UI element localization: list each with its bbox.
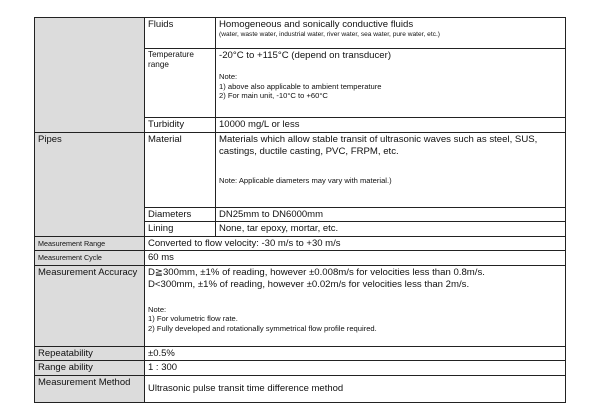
fluids-value-cell xyxy=(216,18,566,49)
measurement-range-label-cell xyxy=(35,236,145,251)
pipes-group-label: Pipes xyxy=(38,133,62,145)
table-row-range-ability xyxy=(35,361,566,376)
accuracy-line-1: D≧300mm, ±1% of reading, however ±0.008m/s for velocities less than 0.8m/s. xyxy=(148,266,485,278)
measurement-range-value: Converted to flow velocity: -30 m/s to +30 m/s xyxy=(145,236,566,251)
table-row-measurement-cycle xyxy=(35,251,566,266)
accuracy-label: Measurement Accuracy xyxy=(38,266,138,278)
pipes-group-cell xyxy=(35,132,145,236)
turbidity-label: Turbidity xyxy=(145,118,216,133)
fluids-label: Fluids xyxy=(145,18,216,49)
measurement-range-label: Measurement Range xyxy=(38,238,106,248)
temperature-label: Temperature range xyxy=(148,50,194,69)
temperature-value: -20°C to +115°C (depend on transducer) xyxy=(219,50,392,61)
table-row-fluids xyxy=(35,18,566,49)
accuracy-note-1: 1) For volumetric flow rate. xyxy=(148,314,238,324)
temperature-label-cell xyxy=(145,49,216,118)
table-row-repeatability xyxy=(35,346,566,361)
range-ability-value: 1 : 300 xyxy=(145,361,566,376)
table-row-measurement-range xyxy=(35,236,566,251)
table-row-measurement-accuracy xyxy=(35,265,566,346)
measurement-cycle-label-cell xyxy=(35,251,145,266)
material-value-cell xyxy=(216,132,566,207)
accuracy-value-cell xyxy=(145,265,566,346)
lining-value: None, tar epoxy, mortar, etc. xyxy=(216,222,566,237)
temperature-note-heading: Note: xyxy=(219,72,238,81)
specification-table xyxy=(34,17,566,403)
temperature-note-1: 1) above also applicable to ambient temperature xyxy=(219,81,382,91)
material-label: Material xyxy=(145,132,216,207)
measurement-cycle-label: Measurement Cycle xyxy=(38,253,102,262)
diameters-label: Diameters xyxy=(145,207,216,222)
fluids-examples: (water, waste water, industrial water, river water, sea water, pure water, etc.) xyxy=(219,31,440,38)
group-cell-fluid xyxy=(35,18,145,133)
material-note: Note: Applicable diameters may vary with material.) xyxy=(219,175,392,185)
measurement-cycle-value: 60 ms xyxy=(145,251,566,266)
fluids-value: Homogeneous and sonically conductive fluids xyxy=(219,19,414,30)
repeatability-value: ±0.5% xyxy=(145,346,566,361)
accuracy-note-heading: Note: xyxy=(148,304,167,314)
repeatability-label: Repeatability xyxy=(35,346,145,361)
table-row-pipes-material xyxy=(35,132,566,207)
accuracy-line-2: D<300mm, ±1% of reading, however ±0.02m/s for velocities less than 2m/s. xyxy=(148,278,470,290)
table-row-measurement-method xyxy=(35,375,566,402)
material-value: Materials which allow stable transit of ultrasonic waves such as steel, SUS, castings, ductile casting, PVC, FRPM, etc. xyxy=(219,133,538,157)
method-value: Ultrasonic pulse transit time difference method xyxy=(145,375,566,402)
lining-label: Lining xyxy=(145,222,216,237)
temperature-value-cell xyxy=(216,49,566,118)
accuracy-label-cell xyxy=(35,265,145,346)
range-ability-label: Range ability xyxy=(35,361,145,376)
turbidity-value: 10000 mg/L or less xyxy=(216,118,566,133)
accuracy-note-2: 2) Fully developed and rotationally symmetrical flow profile required. xyxy=(148,323,377,333)
diameters-value: DN25mm to DN6000mm xyxy=(216,207,566,222)
temperature-note-2: 2) For main unit, -10°C to +60°C xyxy=(219,91,328,101)
method-label: Measurement Method xyxy=(35,375,145,402)
